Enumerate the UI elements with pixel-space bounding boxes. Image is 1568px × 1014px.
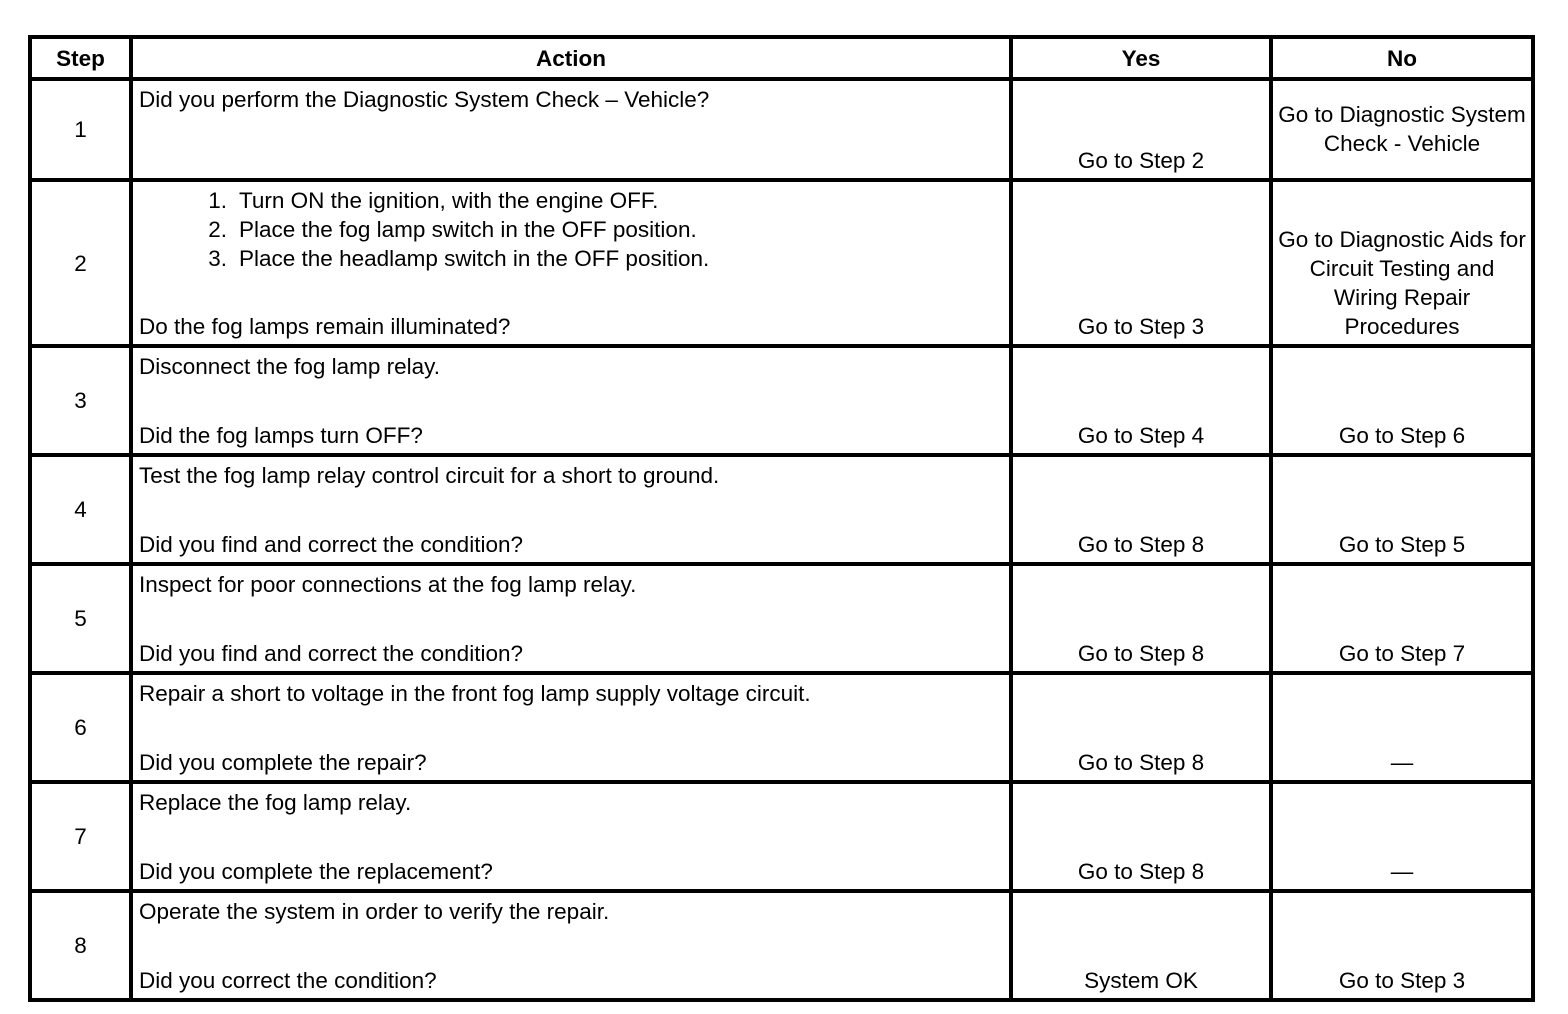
no-cell: — (1271, 673, 1533, 782)
list-item (139, 186, 1003, 215)
table-row (30, 180, 1533, 346)
action-instruction: Did you perform the Diagnostic System Check – Vehicle? (139, 87, 710, 112)
step-number: 5 (30, 564, 131, 673)
list-item (139, 215, 1003, 244)
action-question: Did you correct the condition? (139, 968, 437, 993)
no-cell: Go to Step 5 (1271, 455, 1533, 564)
no-cell: Go to Diagnostic System Check - Vehicle (1271, 79, 1533, 180)
action-cell (131, 564, 1011, 673)
header-action: Action (131, 37, 1011, 79)
substep-list (139, 186, 1003, 273)
substep-text: Place the fog lamp switch in the OFF position. (239, 217, 697, 242)
substep-text: Turn ON the ignition, with the engine OFF. (239, 188, 659, 213)
substep-number: 1. (208, 188, 227, 213)
list-item (139, 244, 1003, 273)
yes-cell: Go to Step 3 (1011, 180, 1271, 346)
substep-number: 2. (208, 217, 227, 242)
yes-cell: Go to Step 8 (1011, 455, 1271, 564)
action-cell (131, 346, 1011, 455)
substep-number: 3. (208, 246, 227, 271)
table-row (30, 782, 1533, 891)
no-cell: — (1271, 782, 1533, 891)
yes-cell: System OK (1011, 891, 1271, 1000)
action-instruction: Repair a short to voltage in the front fog lamp supply voltage circuit. (139, 681, 811, 706)
header-yes: Yes (1011, 37, 1271, 79)
yes-cell: Go to Step 8 (1011, 564, 1271, 673)
action-instruction: Operate the system in order to verify the repair. (139, 899, 610, 924)
diagnostic-table (28, 35, 1535, 1002)
table-row (30, 891, 1533, 1000)
action-instruction: Disconnect the fog lamp relay. (139, 354, 440, 379)
yes-cell: Go to Step 8 (1011, 673, 1271, 782)
action-cell (131, 455, 1011, 564)
table-row (30, 79, 1533, 180)
substep-text: Place the headlamp switch in the OFF position. (239, 246, 710, 271)
yes-cell: Go to Step 8 (1011, 782, 1271, 891)
action-cell (131, 79, 1011, 180)
action-question: Did you complete the repair? (139, 750, 427, 775)
action-question: Did you find and correct the condition? (139, 641, 523, 666)
no-cell: Go to Diagnostic Aids for Circuit Testing and Wiring Repair Procedures (1271, 180, 1533, 346)
header-no: No (1271, 37, 1533, 79)
action-question: Did the fog lamps turn OFF? (139, 423, 423, 448)
table-row (30, 455, 1533, 564)
step-number: 3 (30, 346, 131, 455)
action-cell (131, 673, 1011, 782)
no-cell: Go to Step 7 (1271, 564, 1533, 673)
action-cell (131, 180, 1011, 346)
no-cell: Go to Step 6 (1271, 346, 1533, 455)
action-question: Did you find and correct the condition? (139, 532, 523, 557)
step-number: 4 (30, 455, 131, 564)
step-number: 1 (30, 79, 131, 180)
action-cell (131, 782, 1011, 891)
step-number: 2 (30, 180, 131, 346)
step-number: 6 (30, 673, 131, 782)
action-instruction: Test the fog lamp relay control circuit for a short to ground. (139, 463, 720, 488)
step-number: 7 (30, 782, 131, 891)
yes-cell: Go to Step 4 (1011, 346, 1271, 455)
action-cell (131, 891, 1011, 1000)
table-row (30, 673, 1533, 782)
action-instruction: Inspect for poor connections at the fog lamp relay. (139, 572, 637, 597)
table-row (30, 346, 1533, 455)
step-number: 8 (30, 891, 131, 1000)
table-row (30, 564, 1533, 673)
yes-cell: Go to Step 2 (1011, 79, 1271, 180)
action-question: Do the fog lamps remain illuminated? (139, 314, 511, 339)
action-instruction: Replace the fog lamp relay. (139, 790, 412, 815)
no-cell: Go to Step 3 (1271, 891, 1533, 1000)
action-question: Did you complete the replacement? (139, 859, 493, 884)
header-row (30, 37, 1533, 79)
header-step: Step (30, 37, 131, 79)
